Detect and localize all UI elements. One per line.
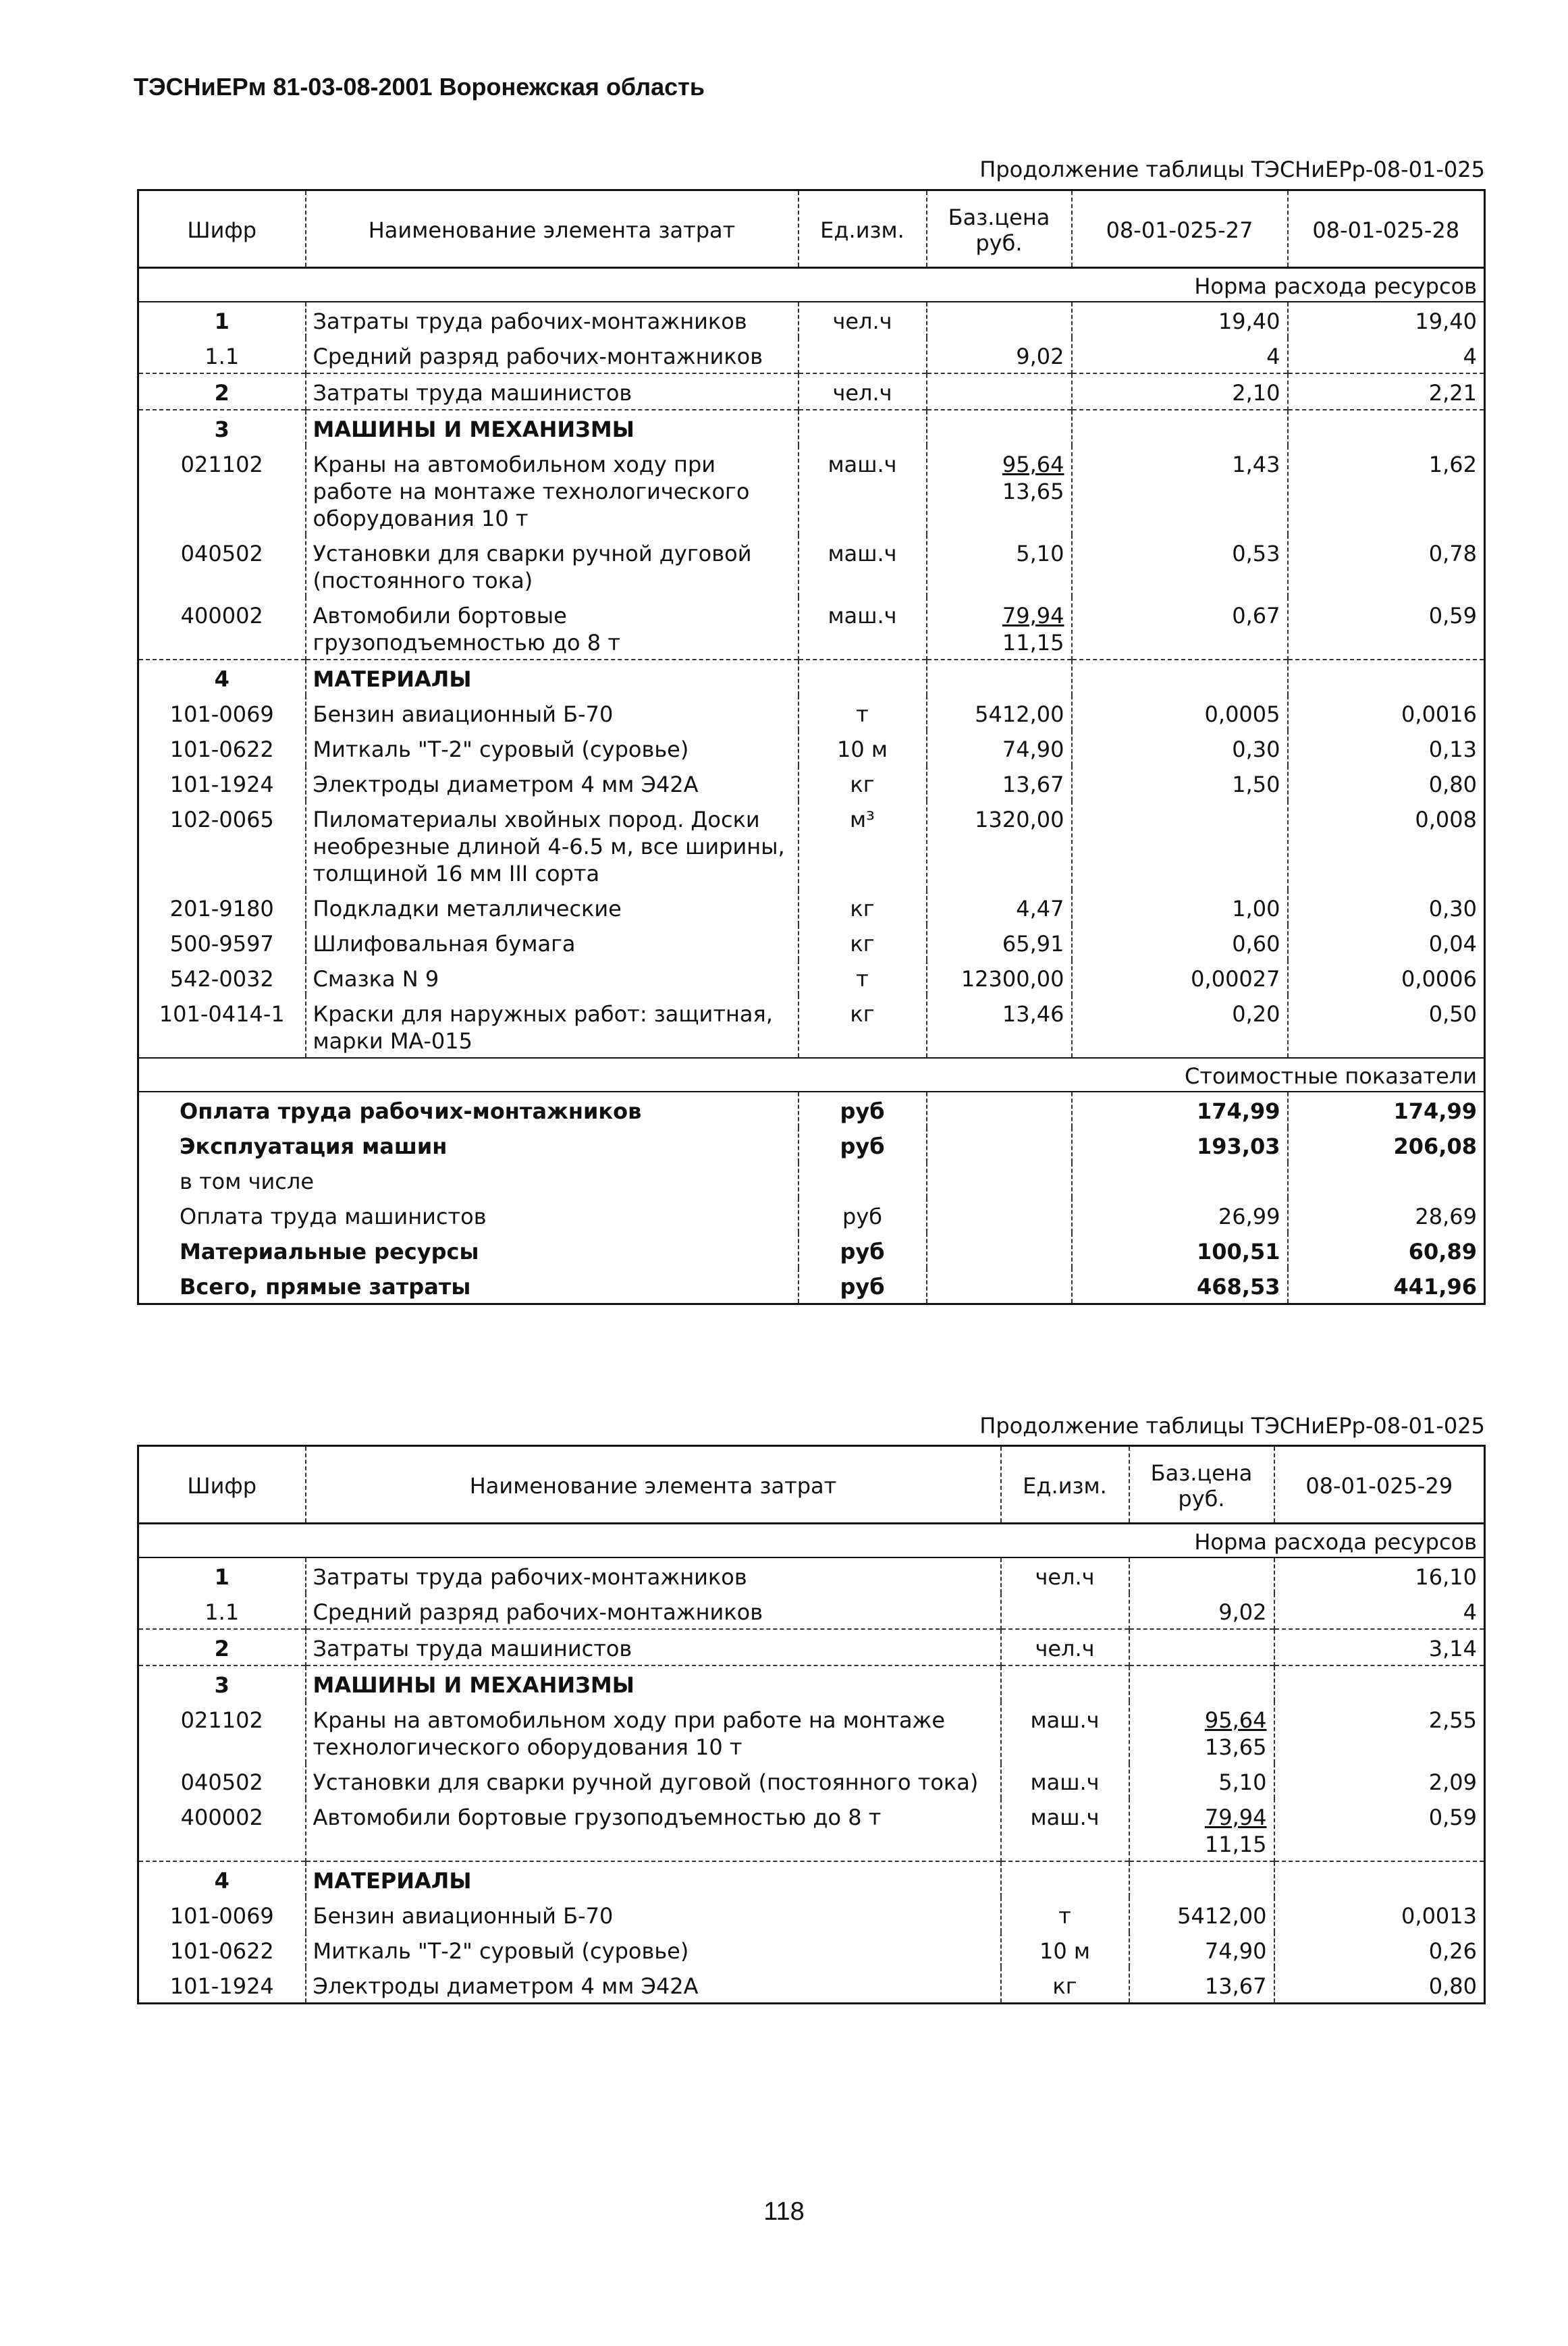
table-row — [138, 338, 1485, 373]
summary-value: 28,69 — [1288, 1198, 1485, 1233]
cell-price — [927, 960, 1072, 995]
cell-norm-value: 0,20 — [1072, 995, 1288, 1058]
cell-unit: 10 м — [799, 730, 927, 766]
cell-price — [1129, 1593, 1274, 1629]
cell-code: 101-1924 — [138, 1967, 306, 2004]
cell-unit — [1001, 1861, 1129, 1897]
cell-norm-value — [1274, 1861, 1485, 1897]
table-row — [138, 1593, 1485, 1629]
summary-price-empty — [927, 1268, 1072, 1304]
cell-norm-value: 0,0006 — [1288, 960, 1485, 995]
cell-code: 101-0622 — [138, 1932, 306, 1967]
cell-norm-value: 1,43 — [1072, 446, 1288, 535]
cell-name: МАШИНЫ И МЕХАНИЗМЫ — [306, 1665, 1001, 1701]
cell-price — [1129, 1629, 1274, 1665]
summary-value: 174,99 — [1072, 1092, 1288, 1127]
table-row — [138, 410, 1485, 446]
cell-name: Автомобили бортовые грузоподъемностью до 8 т — [306, 1798, 1001, 1861]
table-row — [138, 1557, 1485, 1593]
col-header-price: Баз.цена руб. — [1129, 1446, 1274, 1524]
summary-value: 26,99 — [1072, 1198, 1288, 1233]
cell-norm-value: 0,67 — [1072, 597, 1288, 660]
price-value: 4,47 — [1016, 896, 1064, 922]
cell-norm-value: 0,53 — [1072, 535, 1288, 597]
summary-value: 60,89 — [1288, 1233, 1485, 1268]
cell-code: 2 — [138, 373, 306, 410]
cell-norm-value — [1288, 410, 1485, 446]
table2-caption: Продолжение таблицы ТЭСНиЕРр-08-01-025 — [979, 1413, 1485, 1439]
cell-unit: чел.ч — [799, 373, 927, 410]
cell-unit: маш.ч — [799, 597, 927, 660]
cell-unit: 10 м — [1001, 1932, 1129, 1967]
cell-norm-value — [1274, 1665, 1485, 1701]
cell-name: Бензин авиационный Б-70 — [306, 1897, 1001, 1932]
summary-value: 441,96 — [1288, 1268, 1485, 1304]
cell-code: 021102 — [138, 1701, 306, 1763]
table-header-row — [138, 1446, 1485, 1524]
price-value: 74,90 — [1204, 1938, 1267, 1964]
col-header-code: Шифр — [138, 190, 306, 268]
price-value: 13,46 — [1002, 1001, 1064, 1027]
table-row — [138, 695, 1485, 730]
price-value: 5412,00 — [975, 701, 1064, 727]
cell-name: Бензин авиационный Б-70 — [306, 695, 799, 730]
table-row — [138, 597, 1485, 660]
cell-norm-value: 0,59 — [1288, 597, 1485, 660]
summary-name: Эксплуатация машин — [138, 1127, 799, 1163]
summary-unit: руб — [799, 1092, 927, 1127]
cell-unit: кг — [799, 925, 927, 960]
cell-code: 040502 — [138, 535, 306, 597]
price-value: 5412,00 — [1177, 1903, 1267, 1929]
col-header-name: Наименование элемента затрат — [306, 1446, 1001, 1524]
cell-price — [927, 995, 1072, 1058]
table-row — [138, 960, 1485, 995]
cell-norm-value: 0,80 — [1288, 766, 1485, 801]
cell-price — [927, 766, 1072, 801]
price-value: 13,67 — [1002, 772, 1064, 797]
cell-unit: маш.ч — [799, 446, 927, 535]
cell-price — [927, 338, 1072, 373]
table-row — [138, 1967, 1485, 2004]
cell-code: 542-0032 — [138, 960, 306, 995]
cell-name: Установки для сварки ручной дуговой (постоянного тока) — [306, 1763, 1001, 1798]
price-machinist-value: 13,65 — [1204, 1734, 1267, 1760]
cell-code: 400002 — [138, 597, 306, 660]
cell-price — [927, 302, 1072, 338]
cell-code: 021102 — [138, 446, 306, 535]
cell-price — [1129, 1557, 1274, 1593]
resource-table-1 — [137, 189, 1486, 1305]
cell-norm-value: 4 — [1274, 1593, 1485, 1629]
col-header-name: Наименование элемента затрат — [306, 190, 799, 268]
cell-norm-value: 0,04 — [1288, 925, 1485, 960]
cell-code: 1.1 — [138, 338, 306, 373]
col-header-price: Баз.цена руб. — [927, 190, 1072, 268]
price-value: 9,02 — [1218, 1599, 1267, 1625]
cell-code: 3 — [138, 410, 306, 446]
table-row — [138, 373, 1485, 410]
price-value: 79,94 — [1002, 603, 1064, 629]
cell-norm-value: 4 — [1072, 338, 1288, 373]
summary-value: 193,03 — [1072, 1127, 1288, 1163]
cell-code: 3 — [138, 1665, 306, 1701]
table-row — [138, 730, 1485, 766]
cell-name: Пиломатериалы хвойных пород. Доски необрезные длиной 4-6.5 м, все ширины, толщиной 16 мм III сорта — [306, 801, 799, 890]
cell-name: Электроды диаметром 4 мм Э42А — [306, 1967, 1001, 2004]
cell-unit: кг — [1001, 1967, 1129, 2004]
table-row — [138, 995, 1485, 1058]
cell-price — [927, 925, 1072, 960]
cell-name: МАТЕРИАЛЫ — [306, 1861, 1001, 1897]
col-header-unit: Ед.изм. — [799, 190, 927, 268]
cell-name: Затраты труда машинистов — [306, 1629, 1001, 1665]
cell-norm-value: 2,21 — [1288, 373, 1485, 410]
summary-unit: руб — [799, 1233, 927, 1268]
summary-unit: руб — [799, 1127, 927, 1163]
cell-norm-value: 2,10 — [1072, 373, 1288, 410]
summary-value: 174,99 — [1288, 1092, 1485, 1127]
cell-norm-value: 0,60 — [1072, 925, 1288, 960]
cell-price — [927, 597, 1072, 660]
summary-price-empty — [927, 1233, 1072, 1268]
cell-norm-value: 2,09 — [1274, 1763, 1485, 1798]
cell-name: Затраты труда рабочих-монтажников — [306, 1557, 1001, 1593]
cell-name: Миткаль "Т-2" суровый (суровье) — [306, 1932, 1001, 1967]
col-header-norm-27: 08-01-025-27 — [1072, 190, 1288, 268]
cell-unit: т — [799, 695, 927, 730]
table-row — [138, 302, 1485, 338]
summary-price-empty — [927, 1092, 1072, 1127]
cell-norm-value: 0,00027 — [1072, 960, 1288, 995]
summary-value: 468,53 — [1072, 1268, 1288, 1304]
cell-norm-value: 0,50 — [1288, 995, 1485, 1058]
summary-row — [138, 1092, 1485, 1127]
summary-price-empty — [927, 1127, 1072, 1163]
cell-code: 040502 — [138, 1763, 306, 1798]
cell-name: Электроды диаметром 4 мм Э42А — [306, 766, 799, 801]
cell-code: 102-0065 — [138, 801, 306, 890]
summary-value — [1288, 1163, 1485, 1198]
col-header-norm-28: 08-01-025-28 — [1288, 190, 1485, 268]
cell-unit: чел.ч — [799, 302, 927, 338]
summary-price-empty — [927, 1163, 1072, 1198]
cell-code: 101-0414-1 — [138, 995, 306, 1058]
cell-unit: кг — [799, 766, 927, 801]
cell-norm-value — [1072, 410, 1288, 446]
summary-row — [138, 1233, 1485, 1268]
cell-unit: маш.ч — [1001, 1763, 1129, 1798]
cell-name: Смазка N 9 — [306, 960, 799, 995]
col-header-norm-29: 08-01-025-29 — [1274, 1446, 1485, 1524]
cell-unit: кг — [799, 995, 927, 1058]
summary-unit — [799, 1163, 927, 1198]
summary-row — [138, 1268, 1485, 1304]
table-row — [138, 1798, 1485, 1861]
price-value: 79,94 — [1204, 1805, 1267, 1830]
cell-code: 201-9180 — [138, 890, 306, 925]
price-machinist-value: 11,15 — [1204, 1832, 1267, 1857]
cell-norm-value: 0,0005 — [1072, 695, 1288, 730]
cell-norm-value — [1072, 660, 1288, 695]
summary-name: Всего, прямые затраты — [138, 1268, 799, 1304]
cell-norm-value: 4 — [1288, 338, 1485, 373]
cell-price — [927, 730, 1072, 766]
cell-norm-value: 0,0013 — [1274, 1897, 1485, 1932]
cell-norm-value: 0,78 — [1288, 535, 1485, 597]
cell-price — [1129, 1897, 1274, 1932]
cell-norm-value — [1288, 660, 1485, 695]
cell-name: МАШИНЫ И МЕХАНИЗМЫ — [306, 410, 799, 446]
table-row — [138, 446, 1485, 535]
cell-unit: чел.ч — [1001, 1557, 1129, 1593]
cell-code: 4 — [138, 660, 306, 695]
price-value: 95,64 — [1204, 1707, 1267, 1733]
cell-norm-value: 0,30 — [1288, 890, 1485, 925]
summary-name: Оплата труда машинистов — [138, 1198, 799, 1233]
cell-code: 101-0069 — [138, 695, 306, 730]
summary-name: Материальные ресурсы — [138, 1233, 799, 1268]
cell-code: 101-1924 — [138, 766, 306, 801]
cell-norm-value: 0,13 — [1288, 730, 1485, 766]
cell-unit: маш.ч — [1001, 1701, 1129, 1763]
cell-norm-value: 19,40 — [1288, 302, 1485, 338]
resource-table-2 — [137, 1445, 1486, 2004]
cell-norm-value: 0,30 — [1072, 730, 1288, 766]
summary-value: 206,08 — [1288, 1127, 1485, 1163]
cell-name: Шлифовальная бумага — [306, 925, 799, 960]
price-value: 13,67 — [1204, 1973, 1267, 1999]
cell-norm-value: 1,62 — [1288, 446, 1485, 535]
norm-label-row — [138, 268, 1485, 302]
table-row — [138, 1629, 1485, 1665]
cell-name: Средний разряд рабочих-монтажников — [306, 1593, 1001, 1629]
cell-norm-value: 16,10 — [1274, 1557, 1485, 1593]
table-row — [138, 801, 1485, 890]
summary-price-empty — [927, 1198, 1072, 1233]
cell-norm-value — [1072, 801, 1288, 890]
norm-label-row — [138, 1524, 1485, 1558]
cell-name: Подкладки металлические — [306, 890, 799, 925]
cell-unit: т — [1001, 1897, 1129, 1932]
cell-code: 4 — [138, 1861, 306, 1897]
cell-price — [1129, 1665, 1274, 1701]
cell-norm-value: 1,00 — [1072, 890, 1288, 925]
table-row — [138, 1701, 1485, 1763]
summary-unit: руб — [799, 1268, 927, 1304]
document-header: ТЭСНиЕРм 81-03-08-2001 Воронежская область — [134, 73, 705, 101]
cell-norm-value: 0,008 — [1288, 801, 1485, 890]
price-value: 1320,00 — [975, 807, 1064, 832]
cell-unit — [1001, 1593, 1129, 1629]
norm-label: Стоимостные показатели — [138, 1058, 1485, 1092]
norm-label: Норма расхода ресурсов — [138, 1524, 1485, 1558]
cell-norm-value: 0,0016 — [1288, 695, 1485, 730]
cell-name: МАТЕРИАЛЫ — [306, 660, 799, 695]
table-row — [138, 766, 1485, 801]
table-row — [138, 925, 1485, 960]
table-row — [138, 1897, 1485, 1932]
cell-price — [927, 660, 1072, 695]
cell-norm-value: 0,59 — [1274, 1798, 1485, 1861]
summary-value: 100,51 — [1072, 1233, 1288, 1268]
table1-caption: Продолжение таблицы ТЭСНиЕРр-08-01-025 — [979, 157, 1485, 182]
norm-label: Норма расхода ресурсов — [138, 268, 1485, 302]
cell-name: Миткаль "Т-2" суровый (суровье) — [306, 730, 799, 766]
table-row — [138, 890, 1485, 925]
cell-name: Затраты труда рабочих-монтажников — [306, 302, 799, 338]
cell-price — [1129, 1798, 1274, 1861]
cell-unit — [799, 338, 927, 373]
summary-name: в том числе — [138, 1163, 799, 1198]
col-header-unit: Ед.изм. — [1001, 1446, 1129, 1524]
cell-name: Затраты труда машинистов — [306, 373, 799, 410]
cell-unit: маш.ч — [799, 535, 927, 597]
price-value: 12300,00 — [961, 966, 1064, 992]
summary-row — [138, 1127, 1485, 1163]
cell-price — [927, 446, 1072, 535]
table-row — [138, 535, 1485, 597]
price-value: 5,10 — [1218, 1769, 1267, 1795]
cell-price — [927, 373, 1072, 410]
cell-price — [927, 801, 1072, 890]
cell-unit: маш.ч — [1001, 1798, 1129, 1861]
cell-price — [1129, 1932, 1274, 1967]
cell-code: 1 — [138, 1557, 306, 1593]
cell-norm-value: 19,40 — [1072, 302, 1288, 338]
table-row — [138, 1861, 1485, 1897]
price-machinist-value: 13,65 — [1002, 479, 1064, 504]
cell-name: Установки для сварки ручной дуговой (постоянного тока) — [306, 535, 799, 597]
cell-name: Краски для наружных работ: защитная, марки МА-015 — [306, 995, 799, 1058]
table-row — [138, 1932, 1485, 1967]
cell-norm-value: 0,26 — [1274, 1932, 1485, 1967]
cell-price — [1129, 1967, 1274, 2004]
cell-code: 1.1 — [138, 1593, 306, 1629]
col-header-code: Шифр — [138, 1446, 306, 1524]
cell-price — [927, 535, 1072, 597]
cell-name: Автомобили бортовые грузоподъемностью до 8 т — [306, 597, 799, 660]
table-header-row — [138, 190, 1485, 268]
summary-unit: руб — [799, 1198, 927, 1233]
cell-unit: м³ — [799, 801, 927, 890]
cell-unit: чел.ч — [1001, 1629, 1129, 1665]
price-value: 74,90 — [1002, 737, 1064, 762]
cell-unit — [799, 660, 927, 695]
table-row — [138, 1763, 1485, 1798]
page-number: 118 — [763, 2197, 805, 2226]
cell-norm-value: 1,50 — [1072, 766, 1288, 801]
cell-code: 101-0622 — [138, 730, 306, 766]
cell-code: 1 — [138, 302, 306, 338]
price-value: 95,64 — [1002, 452, 1064, 477]
cell-code: 2 — [138, 1629, 306, 1665]
cell-unit: кг — [799, 890, 927, 925]
summary-row — [138, 1198, 1485, 1233]
cell-price — [927, 890, 1072, 925]
cell-unit: т — [799, 960, 927, 995]
cell-price — [1129, 1701, 1274, 1763]
price-value: 65,91 — [1002, 931, 1064, 957]
cell-norm-value: 3,14 — [1274, 1629, 1485, 1665]
summary-value — [1072, 1163, 1288, 1198]
table-row — [138, 1665, 1485, 1701]
price-value: 9,02 — [1016, 344, 1064, 369]
summary-row — [138, 1163, 1485, 1198]
cell-code: 500-9597 — [138, 925, 306, 960]
table-row — [138, 660, 1485, 695]
cell-name: Краны на автомобильном ходу при работе на монтаже технологического оборудования 10 т — [306, 1701, 1001, 1763]
cell-code: 400002 — [138, 1798, 306, 1861]
price-value: 5,10 — [1016, 541, 1064, 566]
cell-norm-value: 2,55 — [1274, 1701, 1485, 1763]
cell-norm-value: 0,80 — [1274, 1967, 1485, 2004]
norm-label-row — [138, 1058, 1485, 1092]
cell-price — [1129, 1861, 1274, 1897]
cell-unit — [799, 410, 927, 446]
cell-unit — [1001, 1665, 1129, 1701]
cell-price — [1129, 1763, 1274, 1798]
cell-code: 101-0069 — [138, 1897, 306, 1932]
cell-price — [927, 410, 1072, 446]
cell-name: Краны на автомобильном ходу при работе на монтаже технологического оборудования 10 т — [306, 446, 799, 535]
cell-name: Средний разряд рабочих-монтажников — [306, 338, 799, 373]
summary-name: Оплата труда рабочих-монтажников — [138, 1092, 799, 1127]
price-machinist-value: 11,15 — [1002, 630, 1064, 656]
cell-price — [927, 695, 1072, 730]
